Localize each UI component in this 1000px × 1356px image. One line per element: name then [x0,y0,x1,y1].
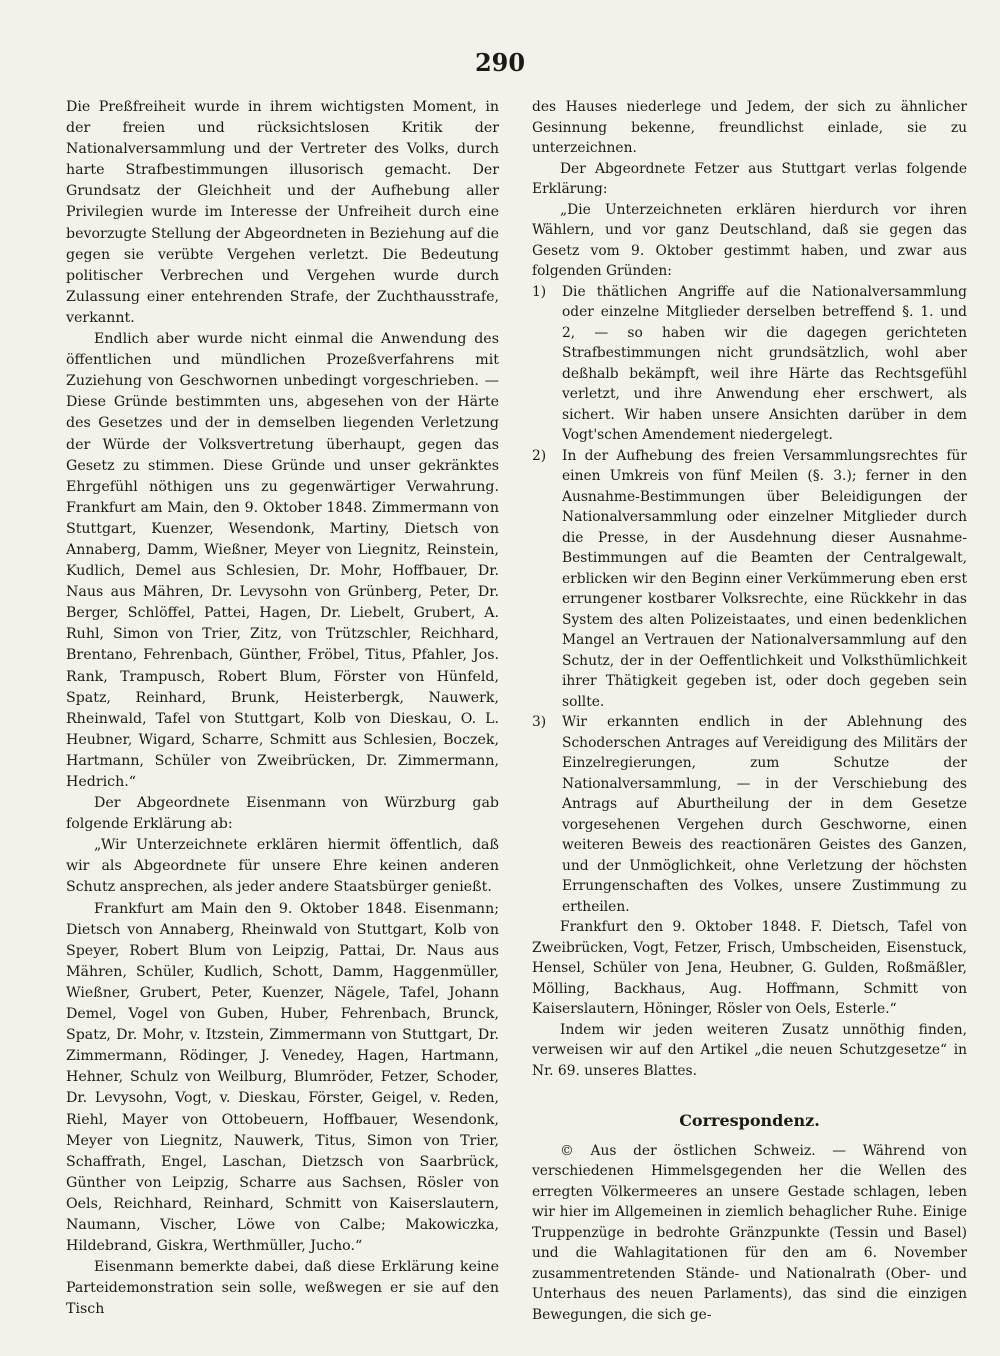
list-item-text: In der Aufhebung des freien Versammlungsrechtes für einen Umkreis von fünf Meilen (§. 3.); ferner in den Ausnahme-Bestimmungen über Beleidigungen der Nationalversammlung oder einzelner Mitglieder durch die Presse, in der Ausdehnung dieser Ausnahme-Bestimmungen auf die Beamten der Centralgewalt, erblicken wir den Beginn einer Verkümmerung eben erst errungener kostbarer Volksrechte, eine Rückkehr in das System des alten Polizeistaates, und einen bedenklichen Mangel an Vertrauen der Nationalversammlung auf den Schutz, der in der Oeffentlichkeit und Volksthümlichkeit ihrer Thätigkeit gegeben ist, oder doch gegeben sein sollte. [562,447,967,710]
list-item-number: 3) [532,714,547,730]
right-column [532,97,967,1325]
paragraph: Frankfurt den 9. Oktober 1848. F. Dietsch, Tafel von Zweibrücken, Vogt, Fetzer, Frisch, Umbscheiden, Eisenstuck, Hensel, Schüler von Jena, Heubner, G. Gulden, Roßmäßler, Mölling, Backhaus, Aug. Hoffmann, Schmitt von Kaiserslautern, Höninger, Rösler von Oels, Esterle.“ [532,919,967,1017]
paragraph: Eisenmann bemerkte dabei, daß diese Erklärung keine Parteidemonstration sein solle, weßwegen er sie auf den Tisch [66,1259,499,1318]
list-item-text: Die thätlichen Angriffe auf die Nationalversammlung oder einzelne Mitglieder derselben betreffend §. 1. und 2, — so haben wir die dagegen gerichteten Strafbestimmungen nicht grundsätzlich, wohl aber deßhalb bekämpft, weil ihre Härte das Rechtsgefühl verletzt, und ihre Anwendung eher erschwert, als sichert. Wir haben unsere Ansichten darüber in dem Vogt'schen Amendement niedergelegt. [562,283,967,443]
paragraph: Endlich aber wurde nicht einmal die Anwendung des öffentlichen und mündlichen Prozeßverfahrens mit Zuziehung von Geschwornen unbedingt vorgeschrieben. — Diese Gründe bestimmten uns, abgesehen von der Härte des Gesetzes und der in demselben liegenden Verletzung der Würde der Volksvertretung überhaupt, gegen das Gesetz zu stimmen. Diese Gründe und unser gekränktes Ehrgefühl nöthigen uns zu gegenwärtiger Verwahrung. Frankfurt am Main, den 9. Oktober 1848. Zimmermann von Stuttgart, Kuenzer, Wesendonk, Martiny, Dietsch von Annaberg, Damm, Wießner, Meyer von Liegnitz, Reinstein, Kudlich, Demel aus Schlesien, Dr. Mohr, Hoffbauer, Dr. Naus aus Mähren, Dr. Levysohn von Grünberg, Peter, Dr. Berger, Schlöffel, Pattei, Hagen, Dr. Liebelt, Grubert, A. Ruhl, Simon von Trier, Zitz, von Trützschler, Reichhard, Brentano, Fehrenbach, Günther, Fröbel, Titus, Pfahler, Jos. Rank, Trampusch, Robert Blum, Förster von Hünfeld, Spatz, Reinhard, Brunk, Heisterbergk, Nauwerk, Rheinwald, Tafel von Stuttgart, Kolb von Dieskau, O. L. Heubner, Wigard, Scharre, Schmitt aus Schlesien, Boczek, Hartmann, Schüler von Zweibrücken, Dr. Zimmermann, Hedrich.“ [66,331,499,790]
paragraph: „Die Unterzeichneten erklären hierdurch vor ihren Wählern, und vor ganz Deutschland, daß sie gegen das Gesetz vom 9. Oktober gestimmt haben, und zwar aus folgenden Gründen: [532,201,967,279]
paragraph: „Wir Unterzeichnete erklären hiermit öffentlich, daß wir als Abgeordnete für unsere Ehre keinen anderen Schutz ansprechen, als jeder andere Staatsbürger genießt. [66,837,499,896]
numbered-list-item [532,282,967,446]
numbered-list-item [532,712,967,917]
section-heading: Correspondenz. [679,1111,820,1130]
list-item-number: 2) [532,447,547,464]
paragraph: © Aus der östlichen Schweiz. — Während von verschiedenen Himmelsgegenden her die Wellen des erregten Völkermeeres an unsere Gestade schlagen, leben wir hier im Allgemeinen in ziemlich behaglicher Ruhe. Einige Truppenzüge in bedrohte Gränzpunkte (Tessin und Basel) und die Wahlagitationen für den am 6. November zusammentretenden Stände- und Nationalrath (Ober- und Unterhaus des neuen Parlaments), das sind die einzigen Bewegungen, die sich ge- [532,1142,967,1323]
page-number: 290 [474,48,526,77]
paragraph: Der Abgeordnete Fetzer aus Stuttgart verlas folgende Erklärung: [532,160,967,197]
numbered-list-item [532,446,967,713]
paragraph: Der Abgeordnete Eisenmann von Würzburg gab folgende Erklärung ab: [66,795,499,833]
paragraph: des Hauses niederlege und Jedem, der sich zu ähnlicher Gesinnung bekenne, freundlichst einlade, sie zu unterzeichnen. [532,99,967,156]
list-item-text: Wir erkannten endlich in der Ablehnung des Schoderschen Antrages auf Vereidigung des Militärs der Einzelregierungen, zum Schutze der Nationalversammlung, — in der Verschiebung des Antrags auf Aburtheilung der in dem Gesetze vorgesehenen Vergehen durch Geschworne, einen weiteren Beweis des reactionären Geistes des Ganzen, und der Unmöglichkeit, ohne Verletzung der höchsten Errungenschaften des Volkes, unsere Zustimmung zu ertheilen. [562,714,967,915]
paragraph: Die Preßfreiheit wurde in ihrem wichtigsten Moment, in der freien und rücksichtslosen Kritik der Nationalversammlung und der Vertreter des Volks, durch harte Strafbestimmungen illusorisch gemacht. Der Grundsatz der Gleichheit und der Aufhebung aller Privilegien wurde im Interesse der Unfreiheit durch eine bevorzugte Stellung der Abgeordneten in Beziehung auf die gegen sie verübte Vergehen verletzt. Die Bedeutung politischer Verbrechen und Vergehen wurde durch Zulassung einer entehrenden Strafe, der Zuchthausstrafe, verkannt. [66,99,499,326]
paragraph: Frankfurt am Main den 9. Oktober 1848. Eisenmann; Dietsch von Annaberg, Rheinwald von Stuttgart, Kolb von Speyer, Robert Blum von Leipzig, Pattai, Dr. Naus aus Mähren, Schüler, Kudlich, Schott, Damm, Haggenmüller, Wießner, Grubert, Peter, Kuenzer, Nägele, Tafel, Johann Demel, Vogel von Guben, Huber, Fehrenbach, Brunck, Spatz, Dr. Mohr, v. Itzstein, Zimmermann von Stuttgart, Dr. Zimmermann, Rödinger, J. Venedey, Hagen, Hartmann, Hehner, Schulz von Weilburg, Blumröder, Fetzer, Schoder, Dr. Levysohn, Vogt, v. Dieskau, Förster, Geigel, v. Reden, Riehl, Mayer von Ottobeuern, Hoffbauer, Wesendonk, Meyer von Liegnitz, Nauwerk, Titus, Simon von Trier, Schaffrath, Engel, Laschan, Dietzsch von Saarbrück, Günther von Leipzig, Scharre aus Sachsen, Rösler von Oels, Reichhard, Reinhard, Schmitt von Kaiserslautern, Naumann, Vischer, Löwe von Calbe; Makowiczka, Hildebrand, Giskra, Werthmüller, Jucho.“ [66,900,499,1255]
paragraph: Indem wir jeden weiteren Zusatz unnöthig finden, verweisen wir auf den Artikel „die neuen Schutzgesetze“ in Nr. 69. unseres Blattes. [532,1021,967,1079]
left-column [66,97,499,1320]
list-item-number: 1) [532,283,547,300]
